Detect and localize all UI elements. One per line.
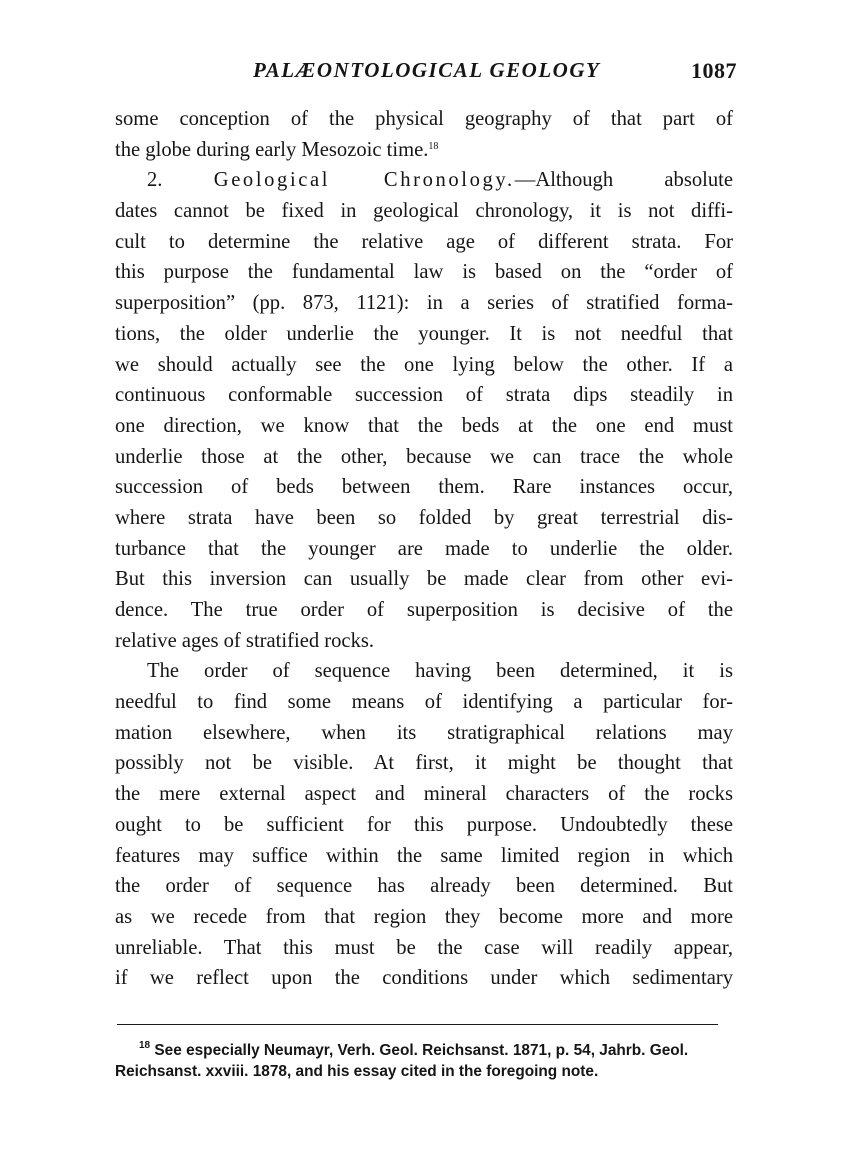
section-number: 2.	[147, 169, 163, 192]
text-line: dence. The true order of superposition is decisive of the	[115, 599, 733, 621]
footnote-line	[115, 1040, 731, 1061]
footnote-reference: 18	[428, 140, 439, 152]
text-line: unreliable. That this must be the case will readily appear,	[115, 936, 733, 959]
text-line: as we recede from that region they become more and more	[115, 905, 733, 928]
text-line: dates cannot be fixed in geological chronology, it is not diffi-	[115, 200, 733, 223]
text-line	[115, 165, 733, 196]
text-line: underlie those at the other, because we can trace the whole	[115, 445, 733, 468]
text-line: one direction, we know that the beds at the one end must	[115, 414, 733, 437]
text-line	[115, 135, 733, 166]
text-line: cult to determine the relative age of different strata. For	[115, 230, 733, 253]
footnote	[115, 1040, 731, 1082]
page-number: 1087	[691, 58, 737, 83]
text-line: this purpose the fundamental law is based on the “order of	[115, 261, 733, 284]
text-line: turbance that the younger are made to underlie the older.	[115, 537, 733, 560]
running-head	[115, 58, 737, 88]
text-line: the mere external aspect and mineral characters of the rocks	[115, 783, 733, 806]
text-line: succession of beds between them. Rare instances occur,	[115, 476, 733, 499]
running-title: PALÆONTOLOGICAL GEOLOGY	[253, 58, 601, 82]
text-line: the order of sequence has already been determined. But	[115, 875, 733, 898]
text-line: possibly not be visible. At first, it might be thought that	[115, 752, 733, 775]
text-line: ought to be sufficient for this purpose. Undoubtedly these	[115, 813, 733, 836]
text-line: features may suffice within the same limited region in which	[115, 844, 733, 867]
text-line: superposition” (pp. 873, 1121): in a series of stratified forma-	[115, 292, 733, 315]
text-fragment: the globe during early Mesozoic time.	[115, 138, 429, 161]
text-line: mation elsewhere, when its stratigraphical relations may	[115, 721, 733, 744]
footnote-divider	[117, 1024, 718, 1025]
footnote-number: 18	[139, 1040, 151, 1051]
text-line: where strata have been so folded by great terrestrial dis-	[115, 506, 733, 529]
text-line: we should actually see the one lying below the other. If a	[115, 353, 733, 376]
text-line: But this inversion can usually be made clear from other evi-	[115, 568, 733, 591]
text-fragment: —Although absolute	[514, 169, 733, 192]
body-text	[115, 104, 733, 994]
text-line: needful to find some means of identifying a particular for-	[115, 691, 733, 714]
text-line: continuous conformable succession of strata dips steadily in	[115, 384, 733, 407]
paragraph-1	[115, 104, 733, 165]
text-fragment: See especially Neumayr, Verh. Geol. Reichsanst. 1871, p. 54, Jahrb. Geol.	[154, 1042, 689, 1059]
paragraph-3	[115, 656, 733, 994]
text-line: The order of sequence having been determined, it is	[147, 660, 733, 683]
section-heading: Geological Chronology.	[213, 169, 515, 192]
paragraph-2	[115, 165, 733, 656]
text-line: relative ages of stratified rocks.	[115, 629, 375, 652]
text-line: if we reflect upon the conditions under which sedimentary	[115, 967, 733, 990]
footnote-line: Reichsanst. xxviii. 1878, and his essay cited in the foregoing note.	[115, 1063, 599, 1080]
text-line: some conception of the physical geography of that part of	[115, 108, 733, 130]
text-line: tions, the older underlie the younger. It is not needful that	[115, 322, 733, 345]
